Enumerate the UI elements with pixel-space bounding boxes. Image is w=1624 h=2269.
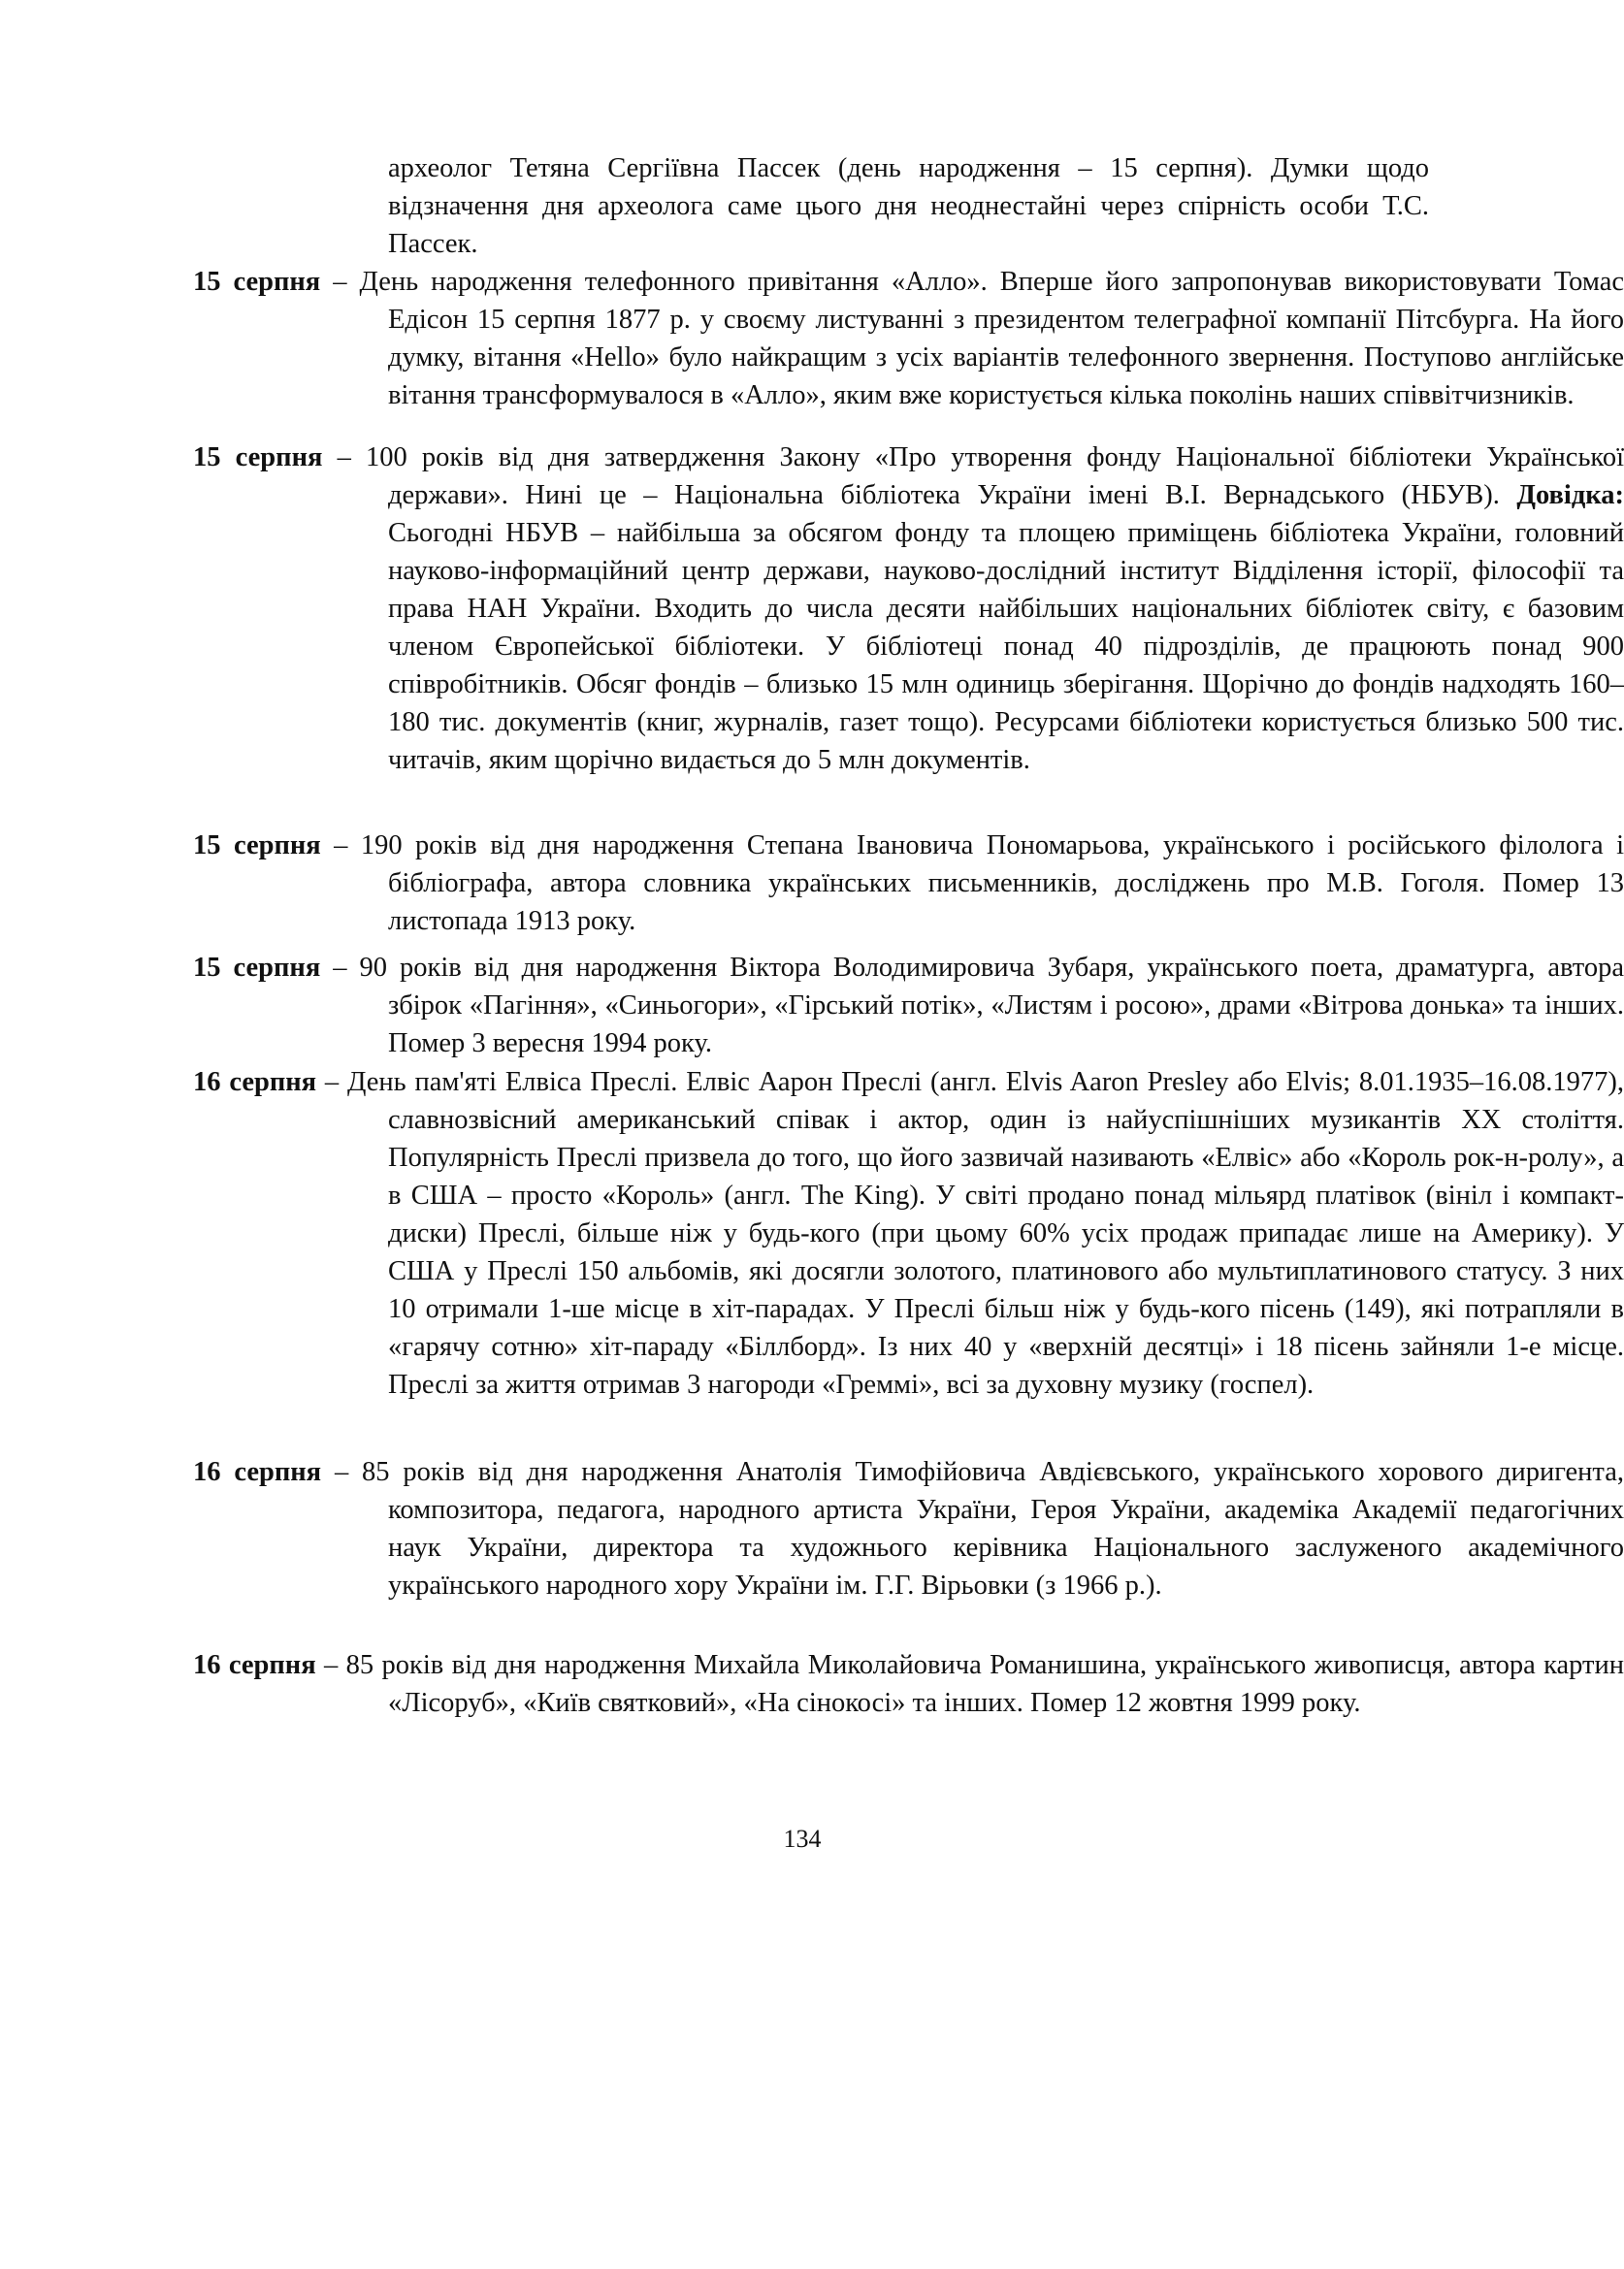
intro-paragraph: археолог Тетяна Сергіївна Пассек (день народження – 15 серпня). Думки щодо відзначення дня археолога саме цього дня неоднестайні через спірність особи Т.С. Пассек. <box>388 153 1429 259</box>
entry-text: – 85 років від дня народження Анатолія Тимофійовича Авдієвського, українського хорового диригента, композитора, педагога, народного артиста України, Героя України, академіка Академії педагогічних наук України, директора та художнього керівника Національного заслуженого академічного українського народного хору України ім. Г.Г. Вірьовки (з 1966 р.). <box>334 1457 1624 1601</box>
entry-text: – День народження телефонного привітання «Алло». Вперше його запропонував використовувати Томас Едісон 15 серпня 1877 р. у своєму листуванні з президентом телеграфної компанії Пітсбурга. На його думку, вітання «Hello» було найкращим з усіх варіантів телефонного звернення. Поступово англійське вітання трансформувалося в «Алло», яким вже користується кілька поколінь наших співвітчизників. <box>333 267 1624 410</box>
entry-text: – 85 років від дня народження Михайла Миколайовича Романишина, українського живописця, автора картин «Лісоруб», «Київ святковий», «На сінокосі» та інших. Помер 12 жовтня 1999 року. <box>324 1650 1624 1718</box>
reference-label: Довідка: <box>1516 480 1624 510</box>
entry-presley <box>193 1063 1624 1404</box>
entry-date: 16 серпня <box>193 1650 316 1680</box>
entry-date: 15 серпня <box>193 442 323 472</box>
entry-ponomarov <box>193 827 1624 940</box>
page-number: 134 <box>783 1825 822 1853</box>
entry-text-continued: Сьогодні НБУВ – найбільша за обсягом фонду та площею приміщень бібліотека України, головний науково-інформаційний центр держави, науково-дослідний інститут Відділення історії, філософії та права НАН України. Входить до числа десяти найбільших національних бібліотек світу, є базовим членом Європейської бібліотеки. У бібліотеці понад 40 підрозділів, де працюють понад 900 співробітників. Обсяг фондів – близько 15 млн одиниць зберігання. Щорічно до фондів надходять 160–180 тис. документів (книг, журналів, газет тощо). Ресурсами бібліотеки користується близько 500 тис. читачів, яким щорічно видається до 5 млн документів. <box>388 518 1624 775</box>
entry-date: 16 серпня <box>193 1067 317 1097</box>
entry-date: 15 серпня <box>193 830 321 860</box>
entry-date: 16 серпня <box>193 1457 322 1487</box>
entry-romanyshyn <box>193 1646 1624 1722</box>
entry-date: 15 серпня <box>193 267 321 297</box>
entry-date: 15 серпня <box>193 953 321 983</box>
entry-text: – 190 років від дня народження Степана Івановича Пономарьова, українського і російського філолога і бібліографа, автора словника українських письменників, досліджень про М.В. Гоголя. Помер 13 листопада 1913 року. <box>334 830 1624 936</box>
entry-text: – День пам'яті Елвіса Преслі. Елвіс Аарон Преслі (англ. Elvis Aaron Presley або Elvis; 8.01.1935–16.08.1977), славнозвісний американський співак і актор, один із найуспішніших музикантів XX століття. Популярність Преслі призвела до того, що його зазвичай називають «Елвіс» або «Король рок-н-ролу», а в США – просто «Король» (англ. The King). У світі продано понад мільярд платівок (вініл і компакт-диски) Преслі, більше ніж у будь-кого (при цьому 60% усіх продаж припадає лише на Америку). У США у Преслі 150 альбомів, які досягли золотого, платинового або мультиплатинового статусу. З них 10 отримали 1-ше місце в хіт-парадах. У Преслі більш ніж у будь-кого пісень (149), які потрапляли в «гарячу сотню» хіт-параду «Біллборд». Із них 40 у «верхній десятці» і 18 пісень зайняли 1-е місце. Преслі за життя отримав 3 нагороди «Греммі», всі за духовну музику (госпел). <box>324 1067 1624 1400</box>
entry-nbuv <box>193 438 1624 779</box>
entry-text: – 100 років від дня затвердження Закону «Про утворення фонду Національної бібліотеки Української держави». Нині це – Національна бібліотека України імені В.І. Вернадського (НБУВ). <box>337 442 1624 510</box>
entry-text: – 90 років від дня народження Віктора Володимировича Зубаря, українського поета, драматурга, автора збірок «Пагіння», «Синьогори», «Гірський потік», «Листям і росою», драми «Вітрова донька» та інших. Помер 3 вересня 1994 року. <box>333 953 1624 1058</box>
entry-alло-greeting <box>193 263 1624 414</box>
entry-avdievsky <box>193 1453 1624 1605</box>
entry-zubar <box>193 949 1624 1062</box>
